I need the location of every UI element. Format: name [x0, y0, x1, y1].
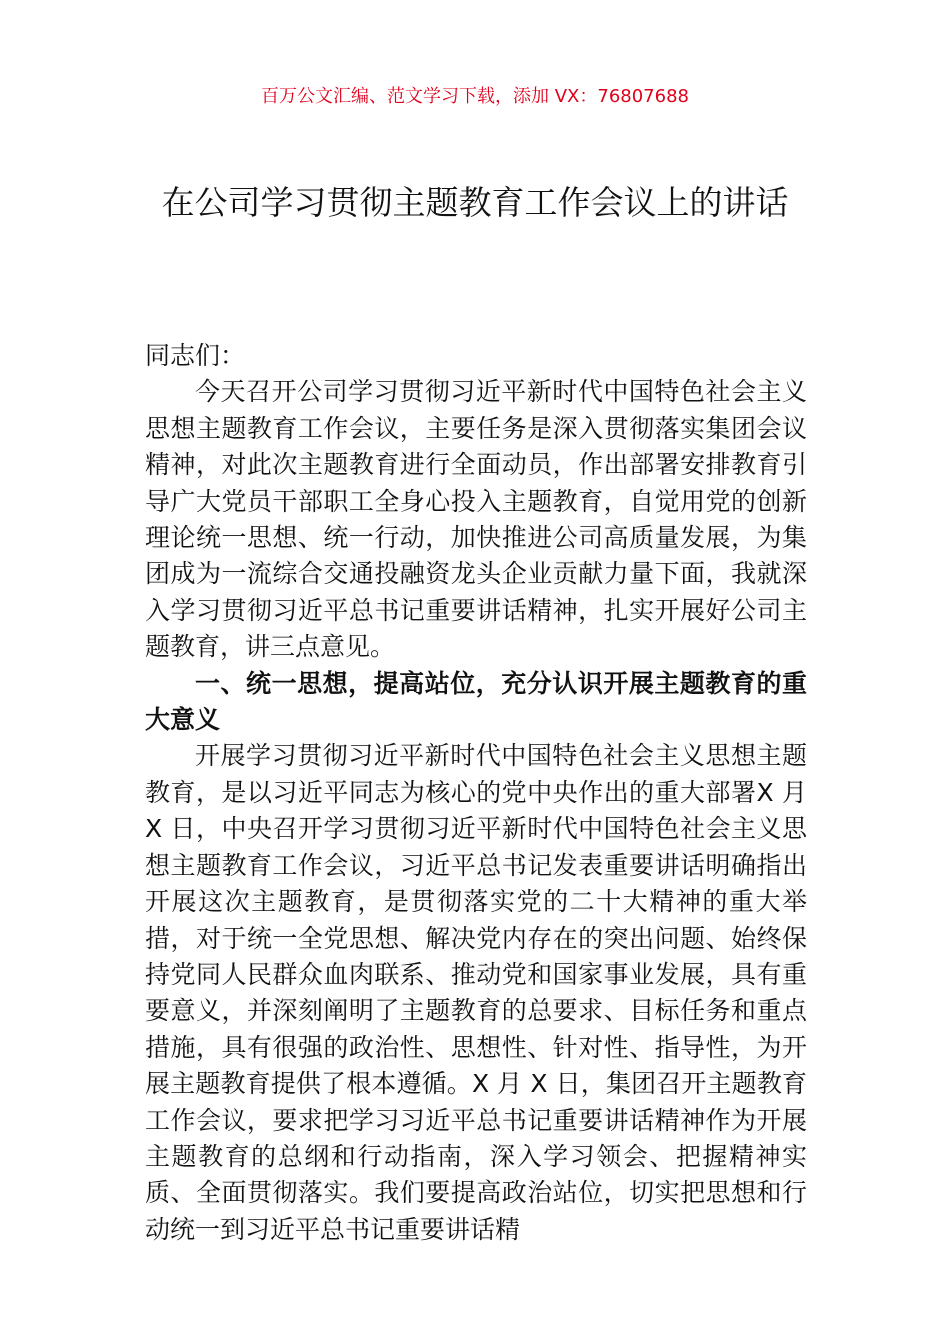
- paragraph-intro: 今天召开公司学习贯彻习近平新时代中国特色社会主义思想主题教育工作会议，主要任务是深入贯彻落实集团会议精神，对此次主题教育进行全面动员，作出部署安排教育引导广大党员干部职工全身心投入主题教育，自觉用党的创新理论统一思想、统一行动，加快推进公司高质量发展，为集团成为一流综合交通投融资龙头企业贡献力量下面，我就深入学习贯彻习近平总书记重要讲话精神，扎实开展好公司主题教育，讲三点意见。: [145, 377, 807, 662]
- salutation: 同志们：: [145, 341, 246, 370]
- document-title: 在公司学习贯彻主题教育工作会议上的讲话: [161, 183, 789, 222]
- paragraph-section-1: 开展学习贯彻习近平新时代中国特色社会主义思想主题教育，是以习近平同志为核心的党中央作出的重大部署X 月 X 日，中央召开学习贯彻习近平新时代中国特色社会主义思想主题教育工作会议，习近平总书记发表重要讲话明确指出开展这次主题教育，是贯彻落实党的二十大精神的重大举措，对于统一全党思想、解决党内存在的突出问题、始终保持党同人民群众血肉联系、推动党和国家事业发展，具有重要意义，并深刻阐明了主题教育的总要求、目标任务和重点措施，具有很强的政治性、思想性、针对性、指导性，为开展主题教育提供了根本遵循。X 月 X 日，集团召开主题教育工作会议，要求把学习习近平总书记重要讲话精神作为开展主题教育的总纲和行动指南，深入学习领会、把握精神实质、全面贯彻落实。我们要提高政治站位，切实把思想和行动统一到习近平总书记重要讲话精: [145, 741, 807, 1244]
- promo-banner: 百万公文汇编、范文学习下载，添加 VX：76807688: [261, 86, 689, 107]
- document-body: [145, 338, 807, 1248]
- section-heading-1: 一、统一思想，提高站位，充分认识开展主题教育的重大意义: [145, 668, 807, 735]
